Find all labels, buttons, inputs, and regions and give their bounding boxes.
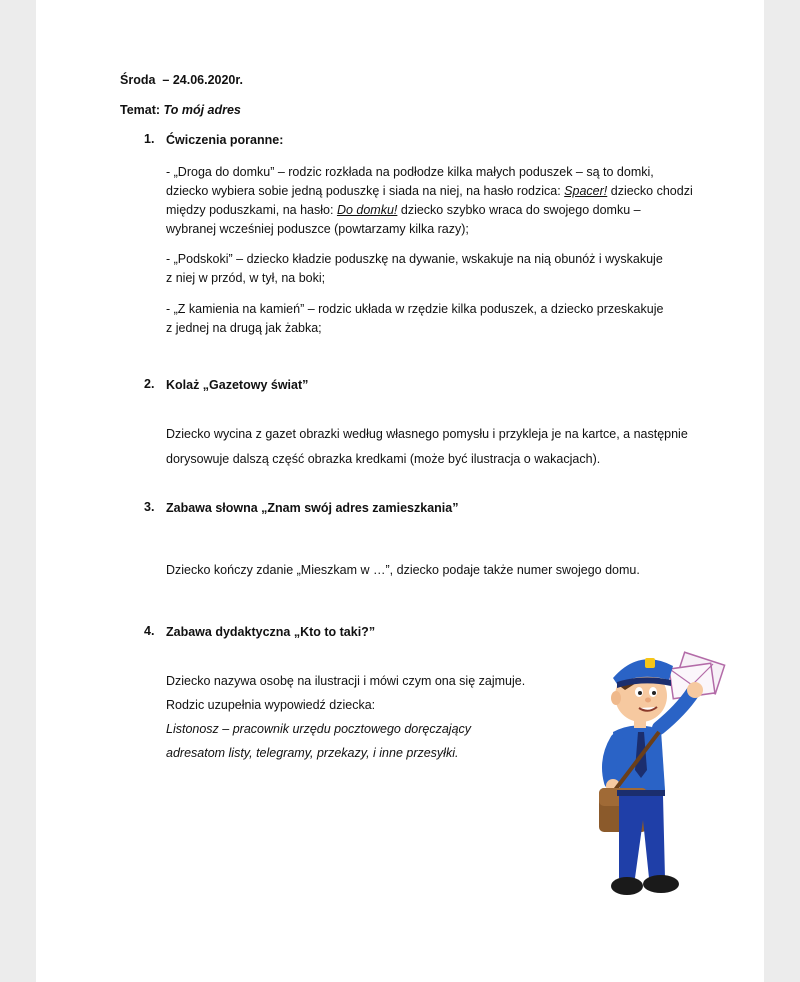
exercise-line: wybranej wcześniej poduszce (powtarzamy kilka razy);: [166, 222, 469, 236]
exercise-line: z jednej na drugą jak żabka;: [166, 321, 322, 335]
text-span: dziecko wybiera sobie jedną poduszkę i siada na niej, na hasło rodzica:: [166, 184, 561, 198]
day-name: Środa: [120, 73, 156, 87]
paragraph-line: Rodzic uzupełnia wypowiedź dziecka:: [166, 698, 376, 712]
section-number: 4.: [144, 624, 155, 638]
command-spacer: Spacer!: [564, 184, 608, 198]
definition-line: Listonosz – pracownik urzędu pocztowego doręczający: [166, 722, 472, 736]
exercise-line: - „Podskoki” – dziecko kładzie poduszkę na dywanie, wskakuje na nią obunóż i wyskakuje: [166, 252, 663, 266]
exercise-line: [166, 202, 641, 218]
section-title: Ćwiczenia poranne:: [166, 133, 284, 147]
paragraph-line: Dziecko wycina z gazet obrazki według własnego pomysłu i przykleja je na kartce, a następnie: [166, 427, 688, 441]
section-number: 2.: [144, 377, 155, 391]
text-span: dziecko szybko wraca do swojego domku –: [400, 203, 641, 217]
exercise-line: z niej w przód, w tył, na boki;: [166, 271, 326, 285]
date-line: [120, 72, 243, 88]
postman-illustration: [561, 640, 741, 910]
exercise-line: [166, 183, 693, 199]
paragraph-line: Dziecko kończy zdanie „Mieszkam w …”, dziecko podaje także numer swojego domu.: [166, 563, 640, 577]
text-span: dziecko chodzi: [610, 184, 693, 198]
paragraph-line: Dziecko nazywa osobę na ilustracji i mówi czym ona się zajmuje.: [166, 674, 526, 688]
date-value: – 24.06.2020r.: [162, 73, 244, 87]
definition-line: adresatom listy, telegramy, przekazy, i inne przesyłki.: [166, 746, 459, 760]
topic-title: To mój adres: [163, 103, 241, 117]
exercise-line: - „Droga do domku” – rodzic rozkłada na podłodze kilka małych poduszek – są to domki,: [166, 165, 654, 179]
topic-label: Temat:: [120, 103, 161, 117]
section-title: Zabawa słowna „Znam swój adres zamieszkania”: [166, 501, 459, 515]
exercise-line: - „Z kamienia na kamień” – rodzic układa w rzędzie kilka poduszek, a dziecko przeskakuje: [166, 302, 664, 316]
topic-line: [120, 102, 241, 118]
section-title: Kolaż „Gazetowy świat”: [166, 378, 309, 392]
cap-icon: [613, 658, 673, 688]
paragraph-line: dorysowuje dalszą część obrazka kredkami (może być ilustracja o wakacjach).: [166, 452, 601, 466]
text-span: między poduszkami, na hasło:: [166, 203, 334, 217]
document-page: [36, 0, 764, 982]
section-number: 3.: [144, 500, 155, 514]
command-do-domku: Do domku!: [336, 203, 398, 217]
section-number: 1.: [144, 132, 155, 146]
section-title: Zabawa dydaktyczna „Kto to taki?”: [166, 625, 376, 639]
